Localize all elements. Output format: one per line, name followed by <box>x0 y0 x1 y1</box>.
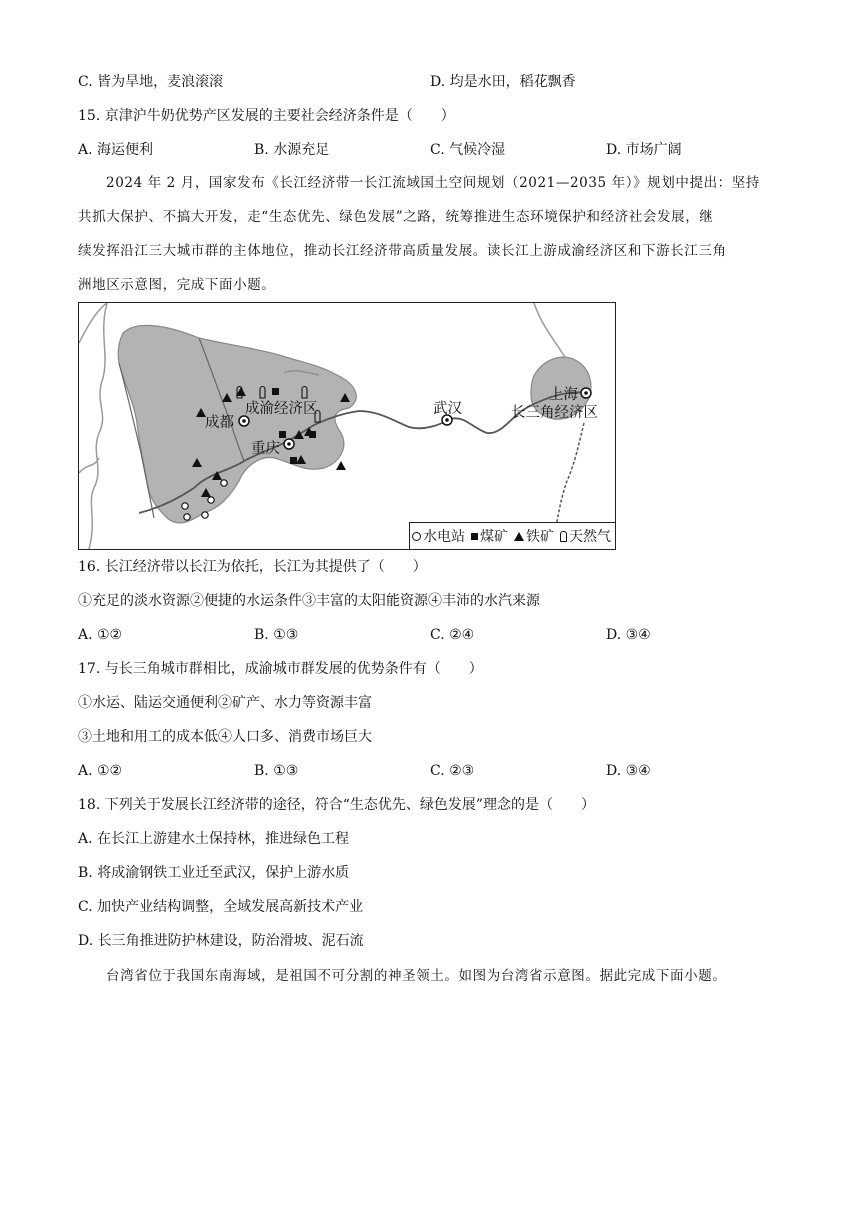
map-legend <box>409 522 615 549</box>
q16-option-d: D. ③④ <box>606 627 651 643</box>
legend-coal-label: 煤矿 <box>480 529 508 545</box>
q18-stem: 18. 下列关于发展长江经济带的途径，符合“生态优先、绿色发展”理念的是（ ） <box>78 797 596 813</box>
boundary-line <box>89 303 107 549</box>
label-chengdu: 成都 <box>205 415 234 431</box>
q15-option-b: B. 水源充足 <box>254 142 330 158</box>
q15-option-a: A. 海运便利 <box>78 142 154 158</box>
q17-statement-1: ①水运、陆运交通便利②矿产、水力等资源丰富 <box>78 695 372 711</box>
q15-option-c: C. 气候冷湿 <box>430 142 506 158</box>
legend-iron-label: 铁矿 <box>526 529 554 545</box>
passage-line-3: 续发挥沿江三大城市群的主体地位，推动长江经济带高质量发展。读长江上游成渝经济区和下游长江三角 <box>78 243 727 259</box>
q18-option-c: C. 加快产业结构调整，全域发展高新技术产业 <box>78 899 364 915</box>
iron-mine-icon <box>336 461 346 470</box>
label-chengyu-zone: 成渝经济区 <box>245 401 318 417</box>
label-chongqing: 重庆 <box>251 441 280 457</box>
q17-stem: 17. 与长三角城市群相比，成渝城市群发展的优势条件有（ ） <box>78 661 483 677</box>
passage-yangtze <box>78 166 778 302</box>
coal-mine-icon <box>471 533 478 540</box>
legend-gas <box>560 526 611 546</box>
legend-hydropower-label: 水电站 <box>423 529 465 545</box>
q16-statement: ①充足的淡水资源②便捷的水运条件③丰富的太阳能资源④丰沛的水汽来源 <box>78 593 540 609</box>
legend-iron <box>514 526 554 546</box>
hydropower-icon <box>208 497 214 503</box>
coal-mine-icon <box>279 431 286 438</box>
hydropower-icon <box>182 503 188 509</box>
coal-mine-icon <box>309 431 316 438</box>
q14-option-d: D. 均是水田，稻花飘香 <box>430 74 576 90</box>
hydropower-icon <box>412 532 421 541</box>
map-drawing <box>79 303 615 549</box>
iron-mine-icon <box>514 532 524 541</box>
q17-statement-2: ③土地和用工的成本低④人口多、消费市场巨大 <box>78 729 372 745</box>
q17-option-a: A. ①② <box>78 763 123 779</box>
legend-hydropower <box>412 526 465 546</box>
natural-gas-icon <box>560 531 567 542</box>
passage-line-1: 2024 年 2 月，国家发布《长江经济带一长江流域国土空间规划（2021—2035 年）》规划中提出：坚持 <box>106 175 760 191</box>
q14-option-c: C. 皆为旱地，麦浪滚滚 <box>78 74 224 90</box>
boundary-line <box>79 458 99 473</box>
legend-coal <box>471 526 508 546</box>
label-yrd-zone: 长三角经济区 <box>511 405 598 421</box>
legend-gas-label: 天然气 <box>569 529 611 545</box>
coal-mine-icon <box>272 388 279 395</box>
q16-stem: 16. 长江经济带以长江为依托，长江为其提供了（ ） <box>78 559 427 575</box>
passage-taiwan: 台湾省位于我国东南海域，是祖国不可分割的神圣领土。如图为台湾省示意图。据此完成下面小题。 <box>106 968 727 984</box>
q18-option-a: A. 在长江上游建水土保持林，推进绿色工程 <box>78 831 350 847</box>
q18-option-b: B. 将成渝钢铁工业迁至武汉，保护上游水质 <box>78 865 350 881</box>
boundary-line <box>79 303 107 343</box>
hydropower-icon <box>202 512 208 518</box>
q17-option-c: C. ②③ <box>430 763 475 779</box>
q18-option-d: D. 长三角推进防护林建设，防治滑坡、泥石流 <box>78 933 364 949</box>
q17-option-d: D. ③④ <box>606 763 651 779</box>
label-shanghai: 上海 <box>549 387 578 403</box>
passage-line-4: 洲地区示意图，完成下面小题。 <box>78 277 276 293</box>
q17-option-b: B. ①③ <box>254 763 299 779</box>
hydropower-icon <box>221 480 227 486</box>
q16-option-a: A. ①② <box>78 627 123 643</box>
coal-mine-icon <box>290 457 297 464</box>
q16-option-c: C. ②④ <box>430 627 475 643</box>
yangtze-economic-belt-map <box>78 302 616 550</box>
q15-option-d: D. 市场广阔 <box>606 142 682 158</box>
passage-line-2: 共抓大保护、不搞大开发，走“生态优先、绿色发展”之路，统筹推进生态环境保护和经济社会发展，继 <box>78 209 714 225</box>
hydropower-icon <box>184 514 190 520</box>
label-wuhan: 武汉 <box>433 401 462 417</box>
chengyu-region <box>118 325 356 523</box>
q15-stem: 15. 京津沪牛奶优势产区发展的主要社会经济条件是（ ） <box>78 108 455 124</box>
q16-option-b: B. ①③ <box>254 627 299 643</box>
